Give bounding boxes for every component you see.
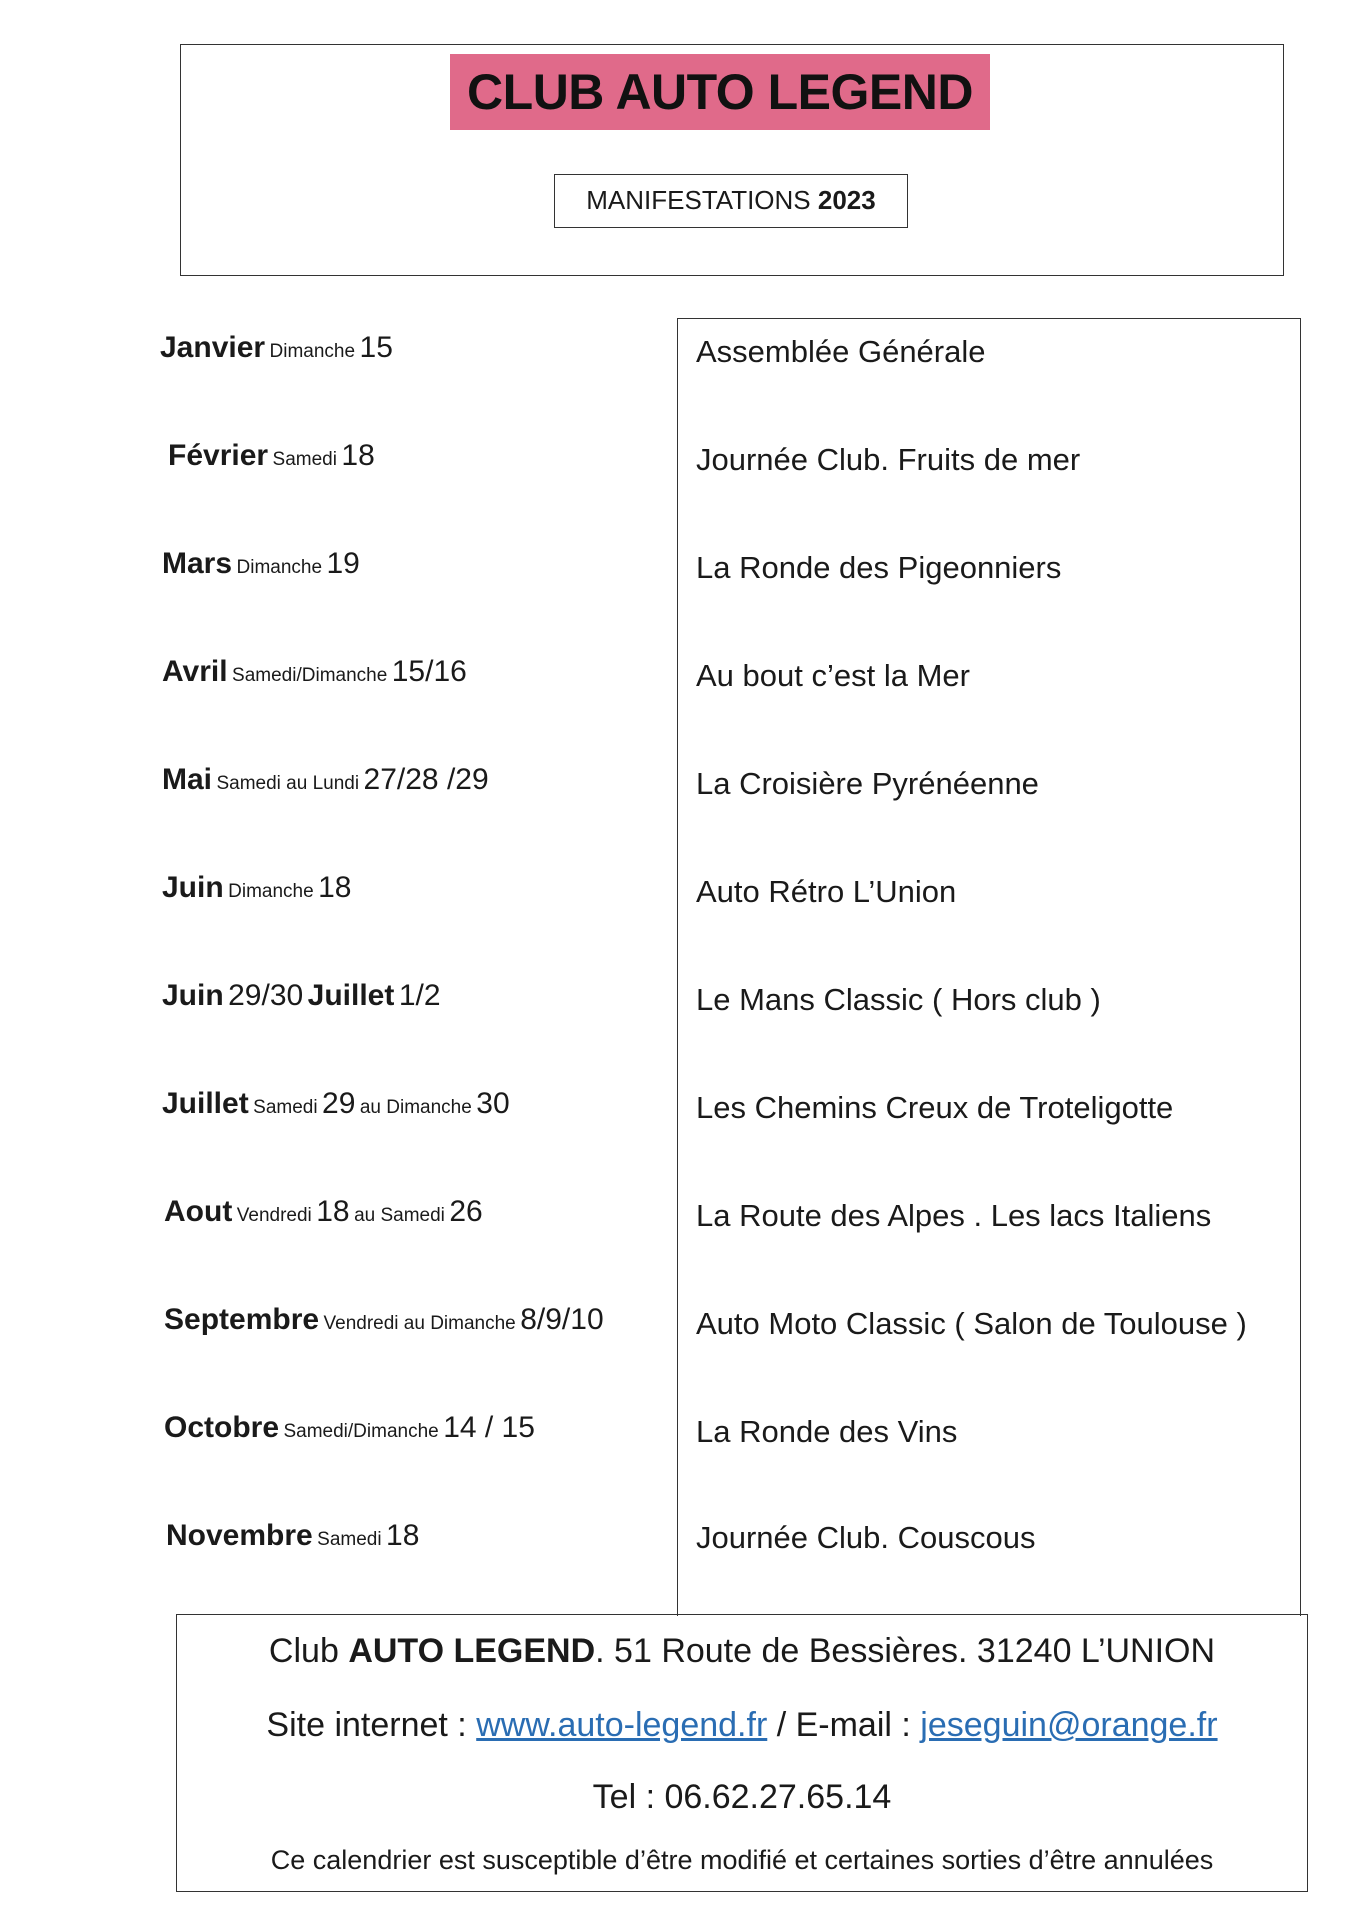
site-label: Site internet : <box>266 1706 467 1744</box>
date-number: 15 <box>359 331 393 364</box>
month: Septembre <box>164 1303 320 1336</box>
weekday: Dimanche <box>236 557 323 578</box>
club-prefix: Club <box>268 1632 339 1670</box>
date-number-second: 1/2 <box>398 979 441 1012</box>
weekday: Samedi au Lundi <box>216 773 360 794</box>
event-name: La Route des Alpes . Les lacs Italiens <box>696 1198 1212 1233</box>
club-title: CLUB AUTO LEGEND <box>450 54 990 130</box>
date-row <box>164 1187 674 1237</box>
month: Juin <box>162 979 224 1012</box>
date-row <box>162 755 672 805</box>
date-row <box>164 1295 674 1345</box>
event-name: Assemblée Générale <box>696 334 986 369</box>
event-name: Journée Club. Fruits de mer <box>696 442 1081 477</box>
date-number: 29/30 <box>228 979 304 1012</box>
month: Janvier <box>160 331 266 364</box>
date-row <box>160 323 670 373</box>
date-number: 29 <box>322 1087 356 1120</box>
date-row <box>162 863 672 913</box>
event-name: Auto Rétro L’Union <box>696 874 957 909</box>
event-name: Le Mans Classic ( Hors club ) <box>696 982 1101 1017</box>
month: Juin <box>162 871 224 904</box>
event-name: Auto Moto Classic ( Salon de Toulouse ) <box>696 1306 1247 1341</box>
date-row <box>162 1079 672 1129</box>
date-number: 14 / 15 <box>443 1411 535 1444</box>
weekday: Vendredi au Dimanche <box>323 1313 516 1334</box>
date-row <box>168 431 678 481</box>
subtitle-year: 2023 <box>817 185 876 215</box>
footer-contact-line <box>176 1700 1308 1750</box>
email-link[interactable]: jeseguin@orange.fr <box>920 1706 1218 1744</box>
weekday: Dimanche <box>228 881 314 902</box>
month: Aout <box>164 1195 233 1228</box>
event-name: La Ronde des Vins <box>696 1414 958 1449</box>
month-second: Juillet <box>307 979 395 1012</box>
date-number: 27/28 /29 <box>363 763 489 796</box>
month: Février <box>168 439 269 472</box>
phone-line: Tel : 06.62.27.65.14 <box>592 1778 892 1816</box>
month: Mars <box>162 547 233 580</box>
date-row <box>162 539 672 589</box>
weekday: Vendredi <box>236 1205 312 1226</box>
date-row <box>162 971 672 1021</box>
event-name: La Ronde des Pigeonniers <box>696 550 1062 585</box>
date-row <box>166 1511 676 1561</box>
subtitle-label: MANIFESTATIONS <box>586 185 811 215</box>
month: Novembre <box>166 1519 313 1552</box>
subtitle-box <box>554 174 908 228</box>
weekday: Dimanche <box>269 341 356 362</box>
event-name: Au bout c’est la Mer <box>696 658 970 693</box>
club-name: AUTO LEGEND <box>348 1632 596 1670</box>
website-link[interactable]: www.auto-legend.fr <box>476 1706 768 1744</box>
date-row <box>164 1403 674 1453</box>
date-number: 18 <box>318 871 352 904</box>
weekday: Samedi/Dimanche <box>232 665 388 686</box>
month: Avril <box>162 655 228 688</box>
event-name: La Croisière Pyrénéenne <box>696 766 1039 801</box>
weekday: Samedi <box>253 1097 318 1118</box>
date-number: 15/16 <box>391 655 467 688</box>
date-row <box>162 647 672 697</box>
club-address: . 51 Route de Bessières. 31240 L’UNION <box>595 1632 1216 1670</box>
date-number: 18 <box>386 1519 420 1552</box>
date-number-second: 30 <box>476 1087 510 1120</box>
date-number-second: 26 <box>449 1195 483 1228</box>
date-number: 19 <box>326 547 360 580</box>
disclaimer: Ce calendrier est susceptible d’être modifié et certaines sorties d’être annulées <box>270 1845 1214 1875</box>
weekday: Samedi <box>317 1529 382 1550</box>
date-number: 18 <box>341 439 375 472</box>
event-name: Les Chemins Creux de Troteligotte <box>696 1090 1174 1125</box>
footer-address-line <box>176 1626 1308 1676</box>
weekday: Samedi <box>272 449 337 470</box>
month: Mai <box>162 763 213 796</box>
date-number: 8/9/10 <box>520 1303 604 1336</box>
date-number: 18 <box>316 1195 350 1228</box>
event-name: Journée Club. Couscous <box>696 1520 1036 1555</box>
weekday-second: au Dimanche <box>359 1097 472 1118</box>
weekday: Samedi/Dimanche <box>283 1421 439 1442</box>
email-label: / E-mail : <box>776 1706 911 1744</box>
month: Octobre <box>164 1411 280 1444</box>
weekday-second: au Samedi <box>354 1205 445 1226</box>
month: Juillet <box>162 1087 249 1120</box>
